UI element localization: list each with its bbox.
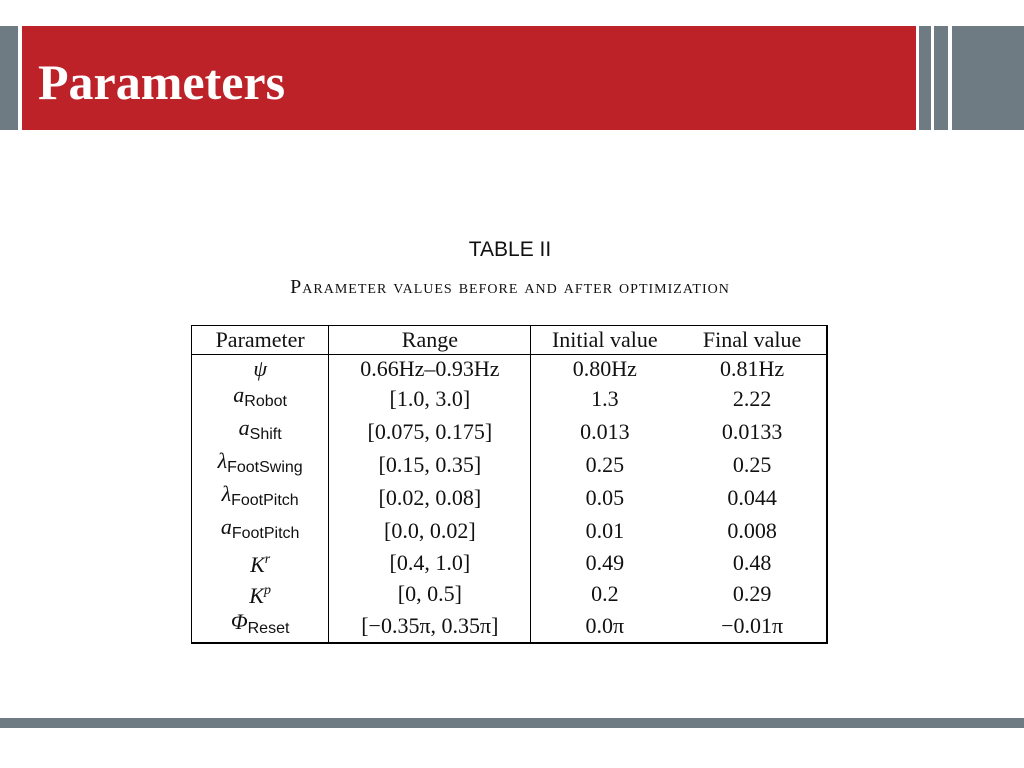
initial-value-cell: 1.3	[591, 385, 619, 411]
table-row	[192, 514, 828, 547]
parameter-cell	[192, 514, 329, 547]
final-value-cell: 0.81Hz	[720, 355, 785, 381]
parameter-symbol: Φ	[230, 609, 248, 635]
header-initial-value: Initial value	[531, 326, 678, 355]
parameter-superscript: p	[263, 583, 271, 599]
slide-title: Parameters	[38, 54, 286, 110]
parameter-cell	[192, 609, 329, 643]
table-row	[192, 382, 828, 415]
range-cell: [0.4, 1.0]	[329, 547, 531, 578]
parameter-symbol: ψ	[253, 355, 267, 381]
final-value-cell: 0.0133	[721, 418, 783, 444]
table-row	[192, 448, 828, 481]
final-value-cell: 0.008	[727, 517, 777, 543]
parameter-subscript: FootSwing	[227, 459, 303, 477]
final-value-cell: 0.044	[727, 484, 777, 510]
range-cell: [0.075, 0.175]	[329, 415, 531, 448]
parameter-cell	[192, 481, 329, 514]
left-accent-bar	[0, 26, 18, 130]
final-value-cell: −0.01π	[721, 612, 784, 638]
parameter-cell	[192, 578, 329, 609]
parameter-cell	[192, 448, 329, 481]
header-final-value: Final value	[678, 326, 827, 355]
range-cell: [−0.35π, 0.35π]	[329, 609, 531, 643]
right-stripe-bar	[919, 26, 931, 130]
table-row	[192, 578, 828, 609]
initial-value-cell: 0.05	[585, 484, 625, 510]
right-stripe-bar	[934, 26, 948, 130]
parameter-symbol: K	[249, 583, 264, 609]
table-row	[192, 415, 828, 448]
parameter-symbol: a	[233, 382, 245, 408]
table-row	[192, 481, 828, 514]
parameter-table	[191, 325, 828, 644]
table-caption: Parameter values before and after optimization	[290, 276, 730, 298]
table-row	[192, 547, 828, 578]
header-range: Range	[329, 326, 531, 355]
parameter-cell	[192, 415, 329, 448]
parameter-subscript: Robot	[244, 393, 287, 411]
range-cell: [0.02, 0.08]	[329, 481, 531, 514]
initial-value-cell: 0.013	[580, 418, 630, 444]
parameter-subscript: Reset	[247, 620, 290, 638]
table-header-row	[192, 326, 828, 355]
final-value-cell: 0.25	[732, 451, 772, 477]
header-parameter: Parameter	[192, 326, 329, 355]
parameter-subscript: FootPitch	[231, 525, 300, 543]
parameter-symbol: a	[238, 415, 250, 441]
final-value-cell: 2.22	[732, 385, 772, 411]
parameter-symbol: K	[250, 552, 265, 578]
initial-value-cell: 0.80Hz	[572, 355, 637, 381]
parameter-symbol: a	[220, 514, 232, 540]
parameter-subscript: FootPitch	[231, 492, 299, 510]
range-cell: [0.0, 0.02]	[329, 514, 531, 547]
parameter-cell	[192, 355, 329, 383]
initial-value-cell: 0.2	[591, 580, 619, 606]
parameter-cell	[192, 382, 329, 415]
right-stripe-block	[952, 26, 1024, 130]
range-cell: [1.0, 3.0]	[329, 382, 531, 415]
final-value-cell: 0.29	[732, 580, 772, 606]
initial-value-cell: 0.25	[585, 451, 625, 477]
table-body	[192, 355, 828, 644]
parameter-subscript: Shift	[249, 426, 282, 444]
range-cell: [0, 0.5]	[329, 578, 531, 609]
bottom-rule	[0, 718, 1024, 728]
table-label: TABLE II	[468, 238, 552, 261]
parameter-cell	[192, 547, 329, 578]
initial-value-cell: 0.0π	[585, 612, 625, 638]
table-row	[192, 355, 828, 383]
final-value-cell: 0.48	[732, 549, 772, 575]
range-cell: [0.15, 0.35]	[329, 448, 531, 481]
parameter-superscript: r	[264, 552, 271, 568]
initial-value-cell: 0.49	[585, 549, 625, 575]
range-cell: 0.66Hz–0.93Hz	[329, 355, 531, 383]
table-row	[192, 609, 828, 643]
initial-value-cell: 0.01	[585, 517, 625, 543]
parameter-symbol: λ	[217, 448, 228, 474]
parameter-symbol: λ	[221, 481, 232, 507]
